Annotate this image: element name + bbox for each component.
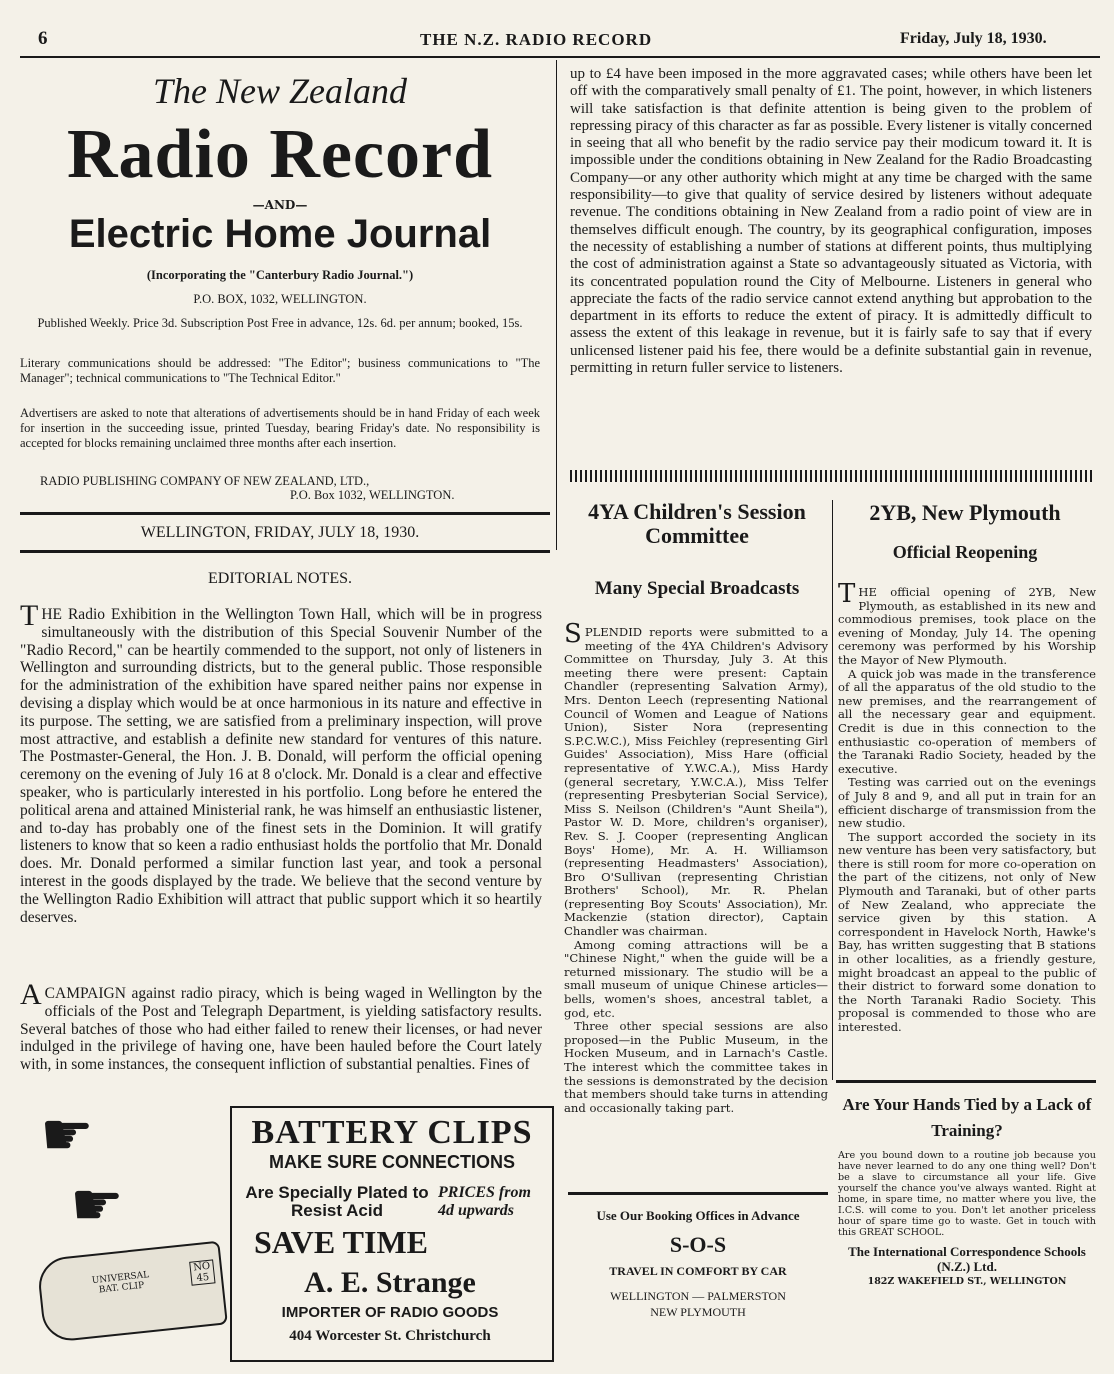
drop-cap: T — [838, 579, 856, 609]
header-rule — [20, 56, 1100, 58]
advertisers-info: Advertisers are asked to note that alterations of advertisements should be in hand Friday of each week for insertion in the succeeding issue, printed Tuesday, bearing Friday's date. No responsibility is accepted for blocks remaining unclaimed three months after each insertion. — [20, 406, 540, 450]
article-4ya-para1: PLENDID reports were submitted to a meeting of the 4YA Children's Advisory Committee on Thursday, July 3. At this meeting there were present: Captain Chandler (representing Salvation Army), Mrs. Denton Leech (representing National Council of Women and League of Nations Union), Sister Nora (representing S.P.C.W.C.), Miss Feichley (representing Girl Guides' Association), Miss Hare (official representative of Y.W.C.A.), Miss Hardy (general secretary, Y.W.C.A.), Miss Telfer (representing Presbyterian Social Service), Miss S. Neilson (Children's "Aunt Sheila"), Pastor W. D. More, children's organiser), Rev. S. J. Cooper (representing Anglican Boys' Home), Mr. A. H. Williamson (representing Headmasters' Association), Bro O'Sullivan (representing Christian Brothers' School), Mr. R. Phelan (representing Boy Scouts' Association), Mr. Mackenzie (station director), Captain Chandler was chairman. — [564, 625, 828, 939]
page-header — [0, 28, 1114, 54]
editorial-continued: up to £4 have been imposed in the more aggravated cases; while others have been let off with the comparatively small penalty of £1. The point, however, in which listeners will take satisfaction is that definite attention is being given to the problem of repressing piracy of this character as far as possible. Every listener is vitally concerned in seeing that all who benefit by the radio service pay their modicum toward it. It is impossible under the conditions obtaining in New Zealand for the Radio Broadcasting Company—or any other authority which might at any time be charged with the same responsibility—to give that quality of service desired by listeners without adequate revenue. The conditions obtaining in New Zealand from a radio point of view are in themselves difficult enough. The country, by its geographical configuration, imposes the necessity of establishing a number of stations at different points, thus multiplying the cost of administration against a State so advantageously situated as Victoria, with its concentrated population round the City of Melbourne. Listeners in general who appreciate the facts of the radio service cannot extend anything but approbation to the department in its efforts to reduce the extent of piracy. It is admittedly difficult to assess the extent of this leakage in revenue, but it is fairly safe to say that if every unlicensed listener paid his fee, there would be a definite substantial gain in revenue, permitting in return fuller service to listeners. — [570, 66, 1092, 377]
article-2yb-para3: Testing was carried out on the evenings of July 8 and 9, and all put in train for an efficient discharge of transmission from the new studio. — [838, 775, 1096, 831]
literary-info: Literary communications should be addressed: "The Editor"; business communications to "The Manager"; technical communications to "The Technical Editor." — [20, 356, 540, 385]
publisher: RADIO PUBLISHING COMPANY OF NEW ZEALAND, LTD., — [40, 474, 370, 488]
ad-battery-address: 404 Worcester St. Christchurch — [289, 1328, 491, 1344]
masthead-subtitle: Electric Home Journal — [68, 212, 492, 256]
ad-battery-prices: PRICES from 4d upwards — [438, 1184, 531, 1219]
ad-battery-line1: MAKE SURE CONNECTIONS — [268, 1152, 515, 1172]
ad-ics-rule — [836, 1080, 1096, 1083]
article-4ya-subtitle: Many Special Broadcasts — [594, 578, 800, 599]
ad-battery-save: SAVE TIME — [254, 1224, 428, 1260]
drop-cap: A — [20, 978, 42, 1011]
ad-battery-line2: Are Specially Plated to Resist Acid — [245, 1183, 429, 1220]
publication-name: THE N.Z. RADIO RECORD — [420, 30, 653, 49]
article-2yb-subtitle: Official Reopening — [892, 542, 1038, 562]
editorial-heading: EDITORIAL NOTES. — [208, 570, 352, 587]
ad-battery-title: BATTERY CLIPS — [251, 1114, 533, 1151]
page-number: 6 — [38, 28, 48, 49]
clip-number: NO 45 — [189, 1259, 215, 1285]
ad-battery-clips — [230, 1106, 554, 1362]
incorporating-note: (Incorporating the "Canterbury Radio Journal.") — [146, 268, 414, 282]
ad-battery-importer: IMPORTER OF RADIO GOODS — [281, 1304, 499, 1321]
editorial-paragraph-2 — [20, 978, 542, 1074]
ad-booking-rule — [568, 1192, 828, 1195]
ad-battery-name: A. E. Strange — [304, 1266, 476, 1299]
ad-booking-line1: Use Our Booking Offices in Advance — [596, 1208, 800, 1223]
column-divider — [832, 500, 833, 1080]
masthead-and: —AND— — [252, 198, 308, 212]
battery-clip-illustrations — [30, 1100, 225, 1350]
editorial-paragraph-1 — [20, 599, 542, 926]
article-4ya-title: 4YA Children's Session Committee — [588, 499, 806, 548]
article-2yb-body — [838, 579, 1096, 1035]
publisher-box: P.O. Box 1032, WELLINGTON. — [290, 488, 455, 502]
dateline-rule — [20, 550, 550, 553]
po-box: P.O. BOX, 1032, WELLINGTON. — [193, 292, 367, 306]
paragraph-text: CAMPAIGN against radio piracy, which is being waged in Wellington by the officials of the Post and Telegraph Department, is yielding satisfactory results. Several batches of those who had either failed to renew their licenses, or had never indulged in the privilege of having one, have been hauled before the Court lately with, in some instances, the consequent infliction of substantial penalties. Fines of — [20, 985, 542, 1074]
hand-icon: ☛ — [40, 1100, 94, 1170]
article-2yb-title: 2YB, New Plymouth — [869, 500, 1061, 525]
clip-label: UNIVERSAL BAT. CLIP — [91, 1270, 150, 1296]
ad-ics-title: Are Your Hands Tied by a Lack of Training? — [842, 1095, 1092, 1140]
article-2yb-para4: The support accorded the society in its new venture has been very satisfactory, but there is still room for more co-operation on the part of the citizens, not only of New Plymouth and Taranaki, but of other parts of New Zealand, who appreciate the service given by this station. A correspondent in Havelock North, Hawke's Bay, has written suggesting that B stations in other localities, as a friendly gesture, might broadcast an appeal to the public of their district to forward some donation to the North Taranaki Radio Society. This proposal is commended to those who are interested. — [838, 829, 1096, 1034]
ad-ics-name: The International Correspondence Schools (N.Z.) Ltd. — [848, 1244, 1086, 1274]
masthead-title: Radio Record — [66, 116, 494, 193]
article-4ya-para3: Three other special sessions are also proposed—in the Public Museum, in the Hocken Museum, and in Larnach's Castle. The interest which the committee takes in the sessions is demonstrated by the decision that members should take turns in attending and occasionally taking part. — [564, 1019, 828, 1115]
ad-ics-address: 182Z WAKEFIELD ST., WELLINGTON — [867, 1276, 1067, 1287]
masthead-line1: The New Zealand — [152, 71, 407, 111]
ornament-rule — [570, 470, 1092, 482]
drop-cap: S — [564, 619, 582, 649]
article-2yb-para1: HE official opening of 2YB, New Plymouth, as established in its new and commodious premises, took place on the evening of Monday, July 14. The opening ceremony was performed by his Worship the Mayor of New Plymouth. — [838, 585, 1096, 667]
published-info: Published Weekly. Price 3d. Subscription Post Free in advance, 12s. 6d. per annum; booked, 15s. — [37, 316, 523, 330]
dateline: WELLINGTON, FRIDAY, JULY 18, 1930. — [140, 524, 420, 541]
ad-ics — [838, 1092, 1096, 1322]
drop-cap: T — [20, 599, 39, 632]
ad-ics-body: Are you bound down to a routine job because you have never learned to do any one thing well? Don't be a slave to circumstance all your life. Give yourself the chance you've always wanted. Right at home, in spare time, no matter where you live, the I.C.S. will come to you. Don't let another priceless hour of spare time go to waste. Get in touch with this GREAT SCHOOL. — [838, 1150, 1096, 1238]
masthead-rule — [20, 512, 550, 515]
hand-icon: ☛ — [70, 1170, 124, 1240]
paragraph-text: HE Radio Exhibition in the Wellington Town Hall, which will be in progress simultaneously with the distribution of this Special Souvenir Number of the "Radio Record," can be heartily commended to the support, not only of listeners in Wellington and surrounding districts, but to the general public. Those responsible for the administration of the exhibition have spared neither pains nor expense in devising a display which would be at once harmonious in its nature and effective in its purpose. The setting, we are satisfied from a preliminary inspection, will prove most attractive, and establish a definite new standard for ventures of this nature. The Postmaster-General, the Hon. J. B. Donald, will perform the official opening ceremony on the evening of July 16 at 8 o'clock. Mr. Donald is a clear and effective speaker, who is particularly interested in his portfolio. Long before he entered the political arena and attained Ministerial rank, he was himself an enthusiastic listener, and to-day has probably one of the finest sets in the Dominion. It will gratify listeners to know that so keen a radio enthusiast holds the portfolio that Mr. Donald does. Mr. Donald performed a similar function last year, and took a personal interest in the goods displayed by the trade. We believe that the second venture by the Wellington Radio Exhibition will attract that public support which it so heartily deserves. — [20, 606, 542, 926]
article-4ya-para2: Among coming attractions will be a "Chinese Night," when the guide will be a returned missionary. The studio will be a small museum of unique Chinese articles—bells, women's shoes, ancestral tablet, a god, etc. — [564, 937, 828, 1020]
ad-booking-brand: S-O-S — [669, 1232, 727, 1257]
issue-date: Friday, July 18, 1930. — [900, 30, 1047, 47]
ad-booking-line2: TRAVEL IN COMFORT BY CAR — [609, 1264, 787, 1278]
article-4ya-body — [564, 619, 828, 1115]
ad-booking-line3: WELLINGTON — PALMERSTON NEW PLYMOUTH — [610, 1289, 786, 1319]
column-divider — [556, 60, 557, 550]
battery-clip-icon — [36, 1241, 228, 1344]
ad-booking — [566, 1208, 830, 1358]
article-2yb-para2: A quick job was made in the transference of all the apparatus of the old studio to the new premises, and the rearrangement of all the necessary gear and equipment. Credit is due in this connection to the enthusiastic co-operation of members of the Taranaki Radio Society, headed by the executive. — [838, 666, 1096, 776]
